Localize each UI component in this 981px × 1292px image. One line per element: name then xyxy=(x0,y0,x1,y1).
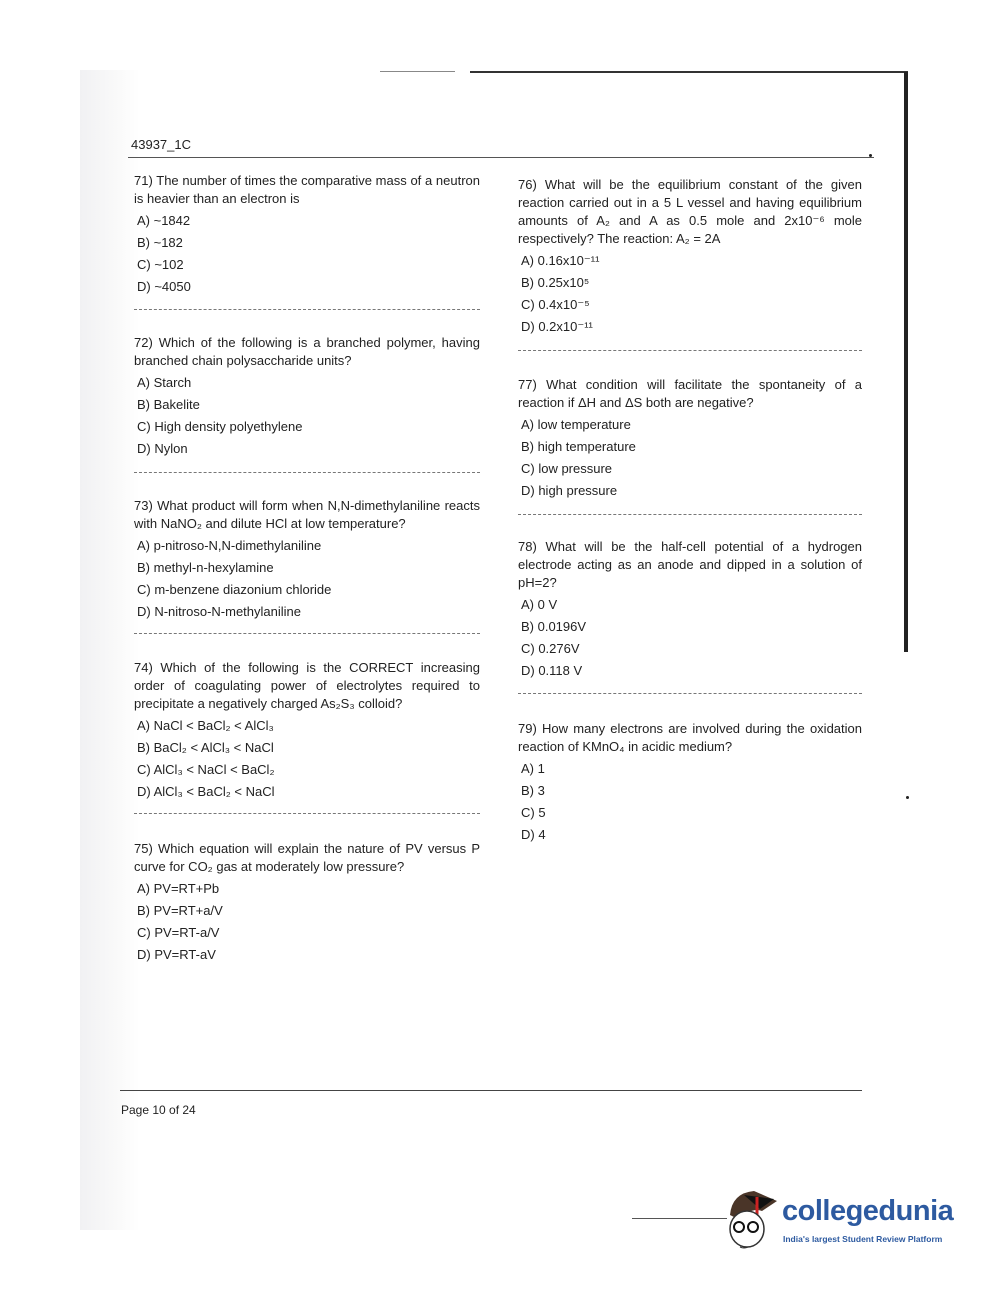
answer-option: D) 4 xyxy=(521,827,546,842)
answer-option: C) High density polyethylene xyxy=(137,419,303,434)
answer-option: C) 5 xyxy=(521,805,546,820)
answer-option: D) Nylon xyxy=(137,441,188,456)
answer-option: A) low temperature xyxy=(521,417,631,432)
answer-option: D) N-nitroso-N-methylaniline xyxy=(137,604,301,619)
footer-divider xyxy=(120,1090,862,1091)
question-3 xyxy=(518,720,862,844)
collegedunia-logo xyxy=(632,1185,952,1255)
scan-speck xyxy=(906,796,909,799)
answer-option: C) ~102 xyxy=(137,257,184,272)
logo-rule xyxy=(632,1218,727,1219)
question-0 xyxy=(518,176,862,336)
answer-option: B) Bakelite xyxy=(137,397,200,412)
question-stem: 74) Which of the following is the CORRECT increasing order of coagulating power of electrolytes required to precipitate a negatively charged As₂S₃ colloid? xyxy=(134,660,480,711)
header-divider xyxy=(128,157,874,158)
answer-option: B) PV=RT+a/V xyxy=(137,903,223,918)
answer-option: A) ~1842 xyxy=(137,213,191,228)
answer-option: A) p-nitroso-N,N-dimethylaniline xyxy=(137,538,322,553)
question-stem: 79) How many electrons are involved during the oxidation reaction of KMnO₄ in acidic medium? xyxy=(518,721,862,754)
answer-option: D) high pressure xyxy=(521,483,618,498)
answer-option: A) 1 xyxy=(521,761,545,776)
mascot-icon xyxy=(722,1185,782,1255)
question-stem: 75) Which equation will explain the nature of PV versus P curve for CO₂ gas at moderately low pressure? xyxy=(134,841,480,874)
answer-option: D) 0.118 V xyxy=(521,663,583,678)
answer-option: B) 3 xyxy=(521,783,545,798)
answer-option: D) PV=RT-aV xyxy=(137,947,216,962)
question-separator xyxy=(518,693,862,694)
answer-option: B) 0.0196V xyxy=(521,619,587,634)
answer-option: D) 0.2x10⁻¹¹ xyxy=(521,319,593,334)
scan-edge xyxy=(470,71,908,73)
question-separator xyxy=(134,472,480,473)
answer-option: B) methyl-n-hexylamine xyxy=(137,560,274,575)
page-number: Page 10 of 24 xyxy=(121,1103,196,1117)
document-id: 43937_1C xyxy=(131,137,191,152)
scan-edge xyxy=(380,71,455,72)
answer-option: B) high temperature xyxy=(521,439,636,454)
question-2 xyxy=(134,497,480,621)
question-separator xyxy=(518,350,862,351)
answer-option: A) NaCl < BaCl₂ < AlCl₃ xyxy=(137,718,274,733)
question-stem: 72) Which of the following is a branched polymer, having branched chain polysaccharide units? xyxy=(134,335,480,368)
answer-option: C) PV=RT-a/V xyxy=(137,925,220,940)
question-stem: 76) What will be the equilibrium constant of the given reaction carried out in a 5 L vessel and having equilibrium amounts of A₂ and A as 0.5 mole and 2x10⁻⁶ mole respectively? The reaction: A₂ = 2A xyxy=(518,177,862,246)
logo-wordmark: collegedunia xyxy=(782,1195,954,1227)
question-separator xyxy=(134,813,480,814)
question-4 xyxy=(134,840,480,964)
question-3 xyxy=(134,659,480,801)
answer-option: C) 0.4x10⁻⁵ xyxy=(521,297,590,312)
question-1 xyxy=(134,334,480,458)
question-stem: 71) The number of times the comparative mass of a neutron is heavier than an electron is xyxy=(134,173,480,206)
answer-option: C) low pressure xyxy=(521,461,613,476)
scan-edge xyxy=(904,72,908,652)
answer-option: C) m-benzene diazonium chloride xyxy=(137,582,332,597)
answer-option: C) 0.276V xyxy=(521,641,580,656)
answer-option: C) AlCl₃ < NaCl < BaCl₂ xyxy=(137,762,275,777)
answer-option: B) BaCl₂ < AlCl₃ < NaCl xyxy=(137,740,274,755)
logo-tagline: India's largest Student Review Platform xyxy=(783,1234,943,1244)
answer-option: D) ~4050 xyxy=(137,279,191,294)
question-1 xyxy=(518,376,862,500)
answer-option: A) Starch xyxy=(137,375,192,390)
question-separator xyxy=(518,514,862,515)
answer-option: A) 0.16x10⁻¹¹ xyxy=(521,253,600,268)
answer-option: D) AlCl₃ < BaCl₂ < NaCl xyxy=(137,784,275,799)
answer-option: A) 0 V xyxy=(521,597,558,612)
question-separator xyxy=(134,633,480,634)
question-separator xyxy=(134,309,480,310)
question-stem: 77) What condition will facilitate the spontaneity of a reaction if ΔH and ΔS both are negative? xyxy=(518,377,862,410)
answer-option: B) 0.25x10⁵ xyxy=(521,275,590,290)
question-stem: 73) What product will form when N,N-dimethylaniline reacts with NaNO₂ and dilute HCl at low temperature? xyxy=(134,498,480,531)
answer-option: A) PV=RT+Pb xyxy=(137,881,220,896)
question-2 xyxy=(518,538,862,680)
question-0 xyxy=(134,172,480,296)
question-stem: 78) What will be the half-cell potential of a hydrogen electrode acting as an anode and dipped in a solution of pH=2? xyxy=(518,539,862,590)
answer-option: B) ~182 xyxy=(137,235,183,250)
